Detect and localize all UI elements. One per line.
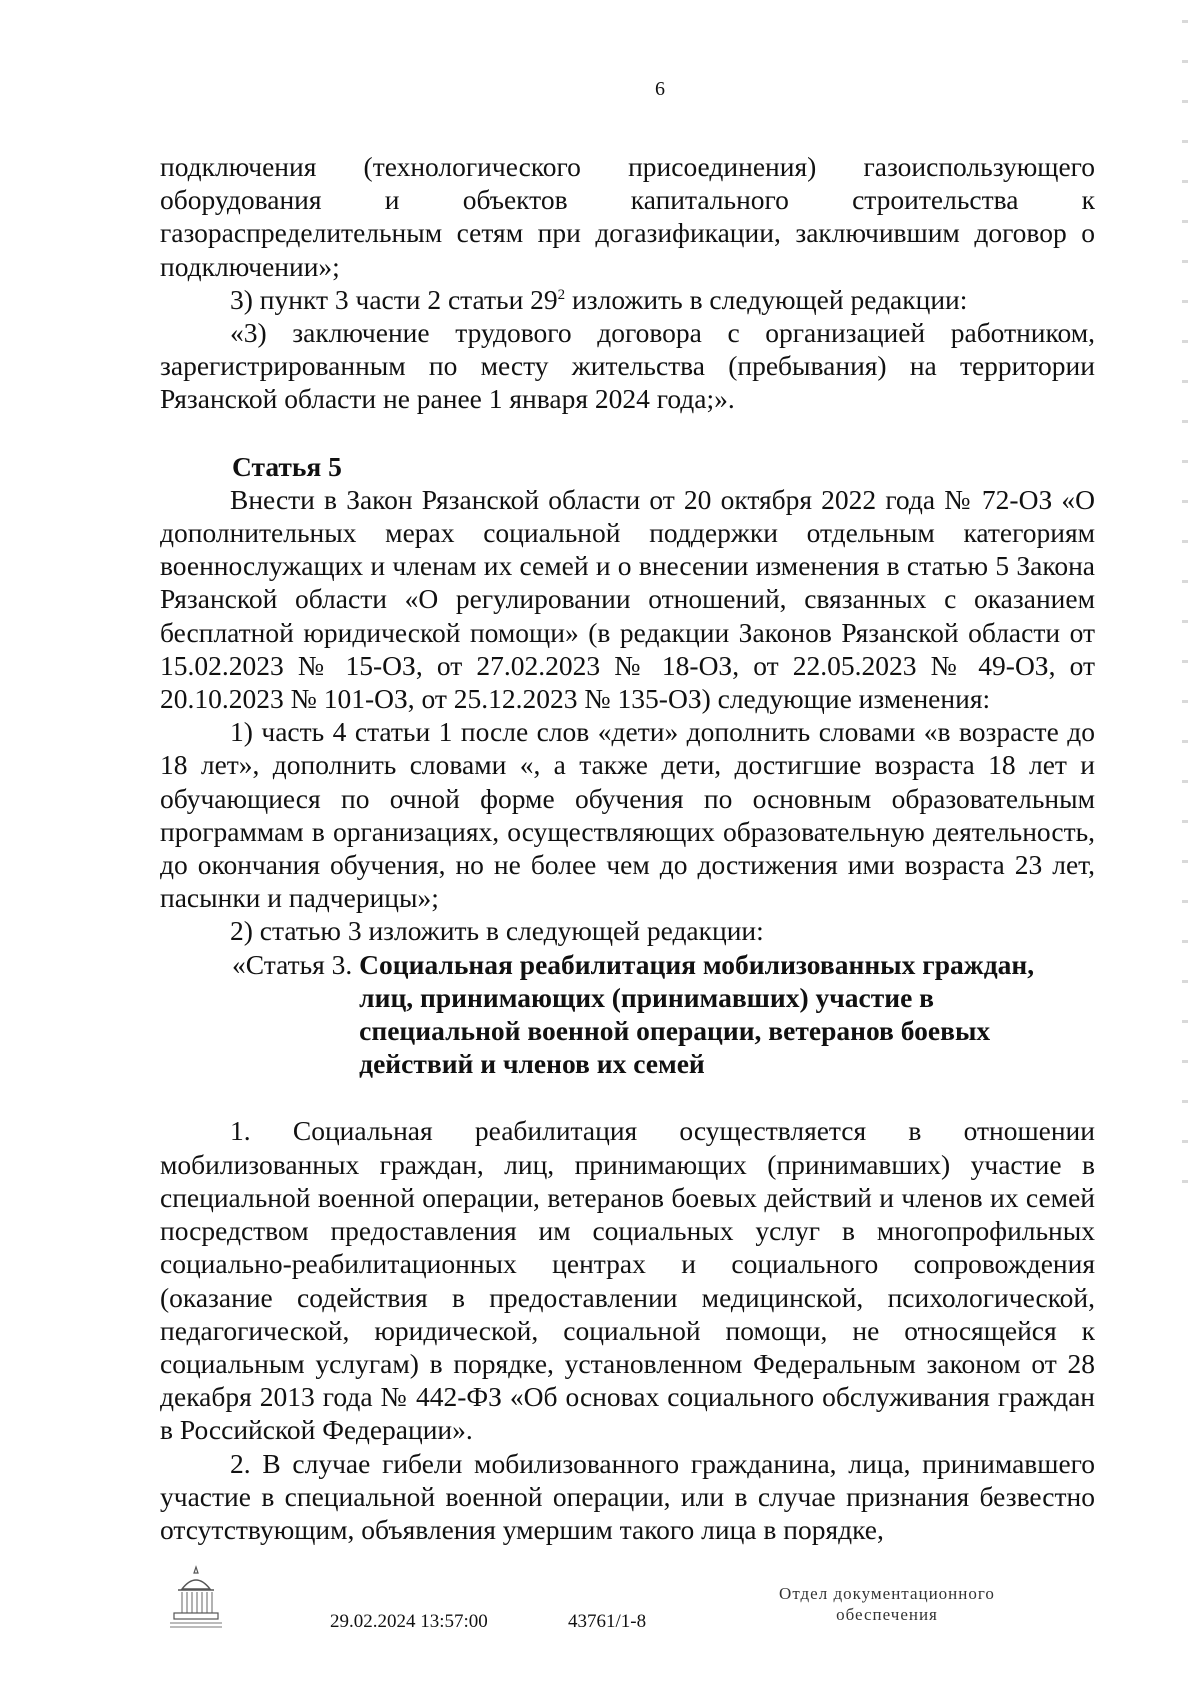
article-3-title-line: специальной военной операции, ветеранов боевых: [359, 1015, 991, 1047]
change-2: 2) статью 3 изложить в следующей редакции:: [230, 915, 764, 947]
footer-datetime: 29.02.2024 13:57:00: [330, 1611, 488, 1632]
duma-building-logo: [168, 1565, 224, 1631]
item-3: [160, 283, 1095, 316]
article-3-title: [359, 948, 1034, 1081]
page-footer: [0, 1565, 1200, 1685]
item-3-text-end: изложить в следующей редакции:: [565, 283, 968, 315]
article-3-paragraph-1: 1. Социальная реабилитация осуществляется в отношении мобилизованных граждан, лиц, принимающих (принимавших) участие в специальной военной операции, ветеранов боевых действий и членов их семей посредством предоставления им социальных услуг в многопрофильных социально-реабилитационных центрах и социального сопровождения (оказание содействия в предоставлении медицинской, психологической, педагогической, юридической, социальной помощи, не относящейся к социальным услугам) в порядке, установленном Федеральным законом от 28 декабря 2013 года № 442-ФЗ «Об основах социального обслуживания граждан в Российской Федерации».: [160, 1115, 1095, 1446]
department-stamp-line: обеспечения: [836, 1605, 938, 1624]
department-stamp: [752, 1583, 1022, 1625]
item-3-quote: «3) заключение трудового договора с организацией работником, зарегистрированным по месту жительства (пребывания) на территории Рязанской области не ранее 1 января 2024 года;».: [160, 317, 1095, 415]
article-3-paragraph-2: 2. В случае гибели мобилизованного гражданина, лица, принимавшего участие в специальной военной операции, или в случае признания безвестно отсутствующим, объявления умершим такого лица в порядке,: [160, 1447, 1095, 1545]
article-5-intro: Внести в Закон Рязанской области от 20 октября 2022 года № 72-ОЗ «О дополнительных мерах социальной поддержки отдельным категориям военнослужащих и членам их семей и о внесении изменения в статью 5 Закона Рязанской области «О регулировании отношений, связанных с оказанием бесплатной юридической помощи» (в редакции Законов Рязанской области от 15.02.2023 № 15-ОЗ, от 27.02.2023 № 18-ОЗ, от 22.05.2023 № 49-ОЗ, от 20.10.2023 № 101-ОЗ, от 25.12.2023 № 135-ОЗ) следующие изменения:: [160, 483, 1095, 715]
item-3-superscript: 2: [557, 286, 566, 303]
document-body: [160, 150, 1095, 1546]
article-3-heading: [160, 948, 1095, 1081]
department-stamp-line: Отдел документационного: [779, 1584, 995, 1603]
article-3-prefix: «Статья 3.: [232, 948, 360, 980]
item-3-text: 3) пункт 3 части 2 статьи 29: [230, 283, 558, 315]
article-3-title-line: действий и членов их семей: [359, 1048, 705, 1080]
footer-doc-code: 43761/1-8: [568, 1611, 647, 1632]
continuation-paragraph: подключения (технологического присоединения) газоиспользующего оборудования и объектов капитального строительства к газораспределительным сетям при догазификации, заключившим договор о подключении»;: [160, 151, 1095, 282]
scan-margin-marks: [1182, 20, 1188, 1220]
article-5-title: Статья 5: [232, 450, 342, 482]
article-3-title-line: Социальная реабилитация мобилизованных граждан,: [359, 948, 1035, 980]
page-number: 6: [655, 78, 665, 100]
article-3-title-line: лиц, принимающих (принимавших) участие в: [359, 981, 935, 1013]
change-1: 1) часть 4 статьи 1 после слов «дети» дополнить словами «в возрасте до 18 лет», дополнить словами «, а также дети, достигшие возраста 18 лет и обучающиеся по очной форме обучения по основным образовательным программам в организациях, осуществляющих образовательную деятельность, до окончания обучения, но не более чем до достижения ими возраста 23 лет, пасынки и падчерицы»;: [160, 716, 1095, 914]
